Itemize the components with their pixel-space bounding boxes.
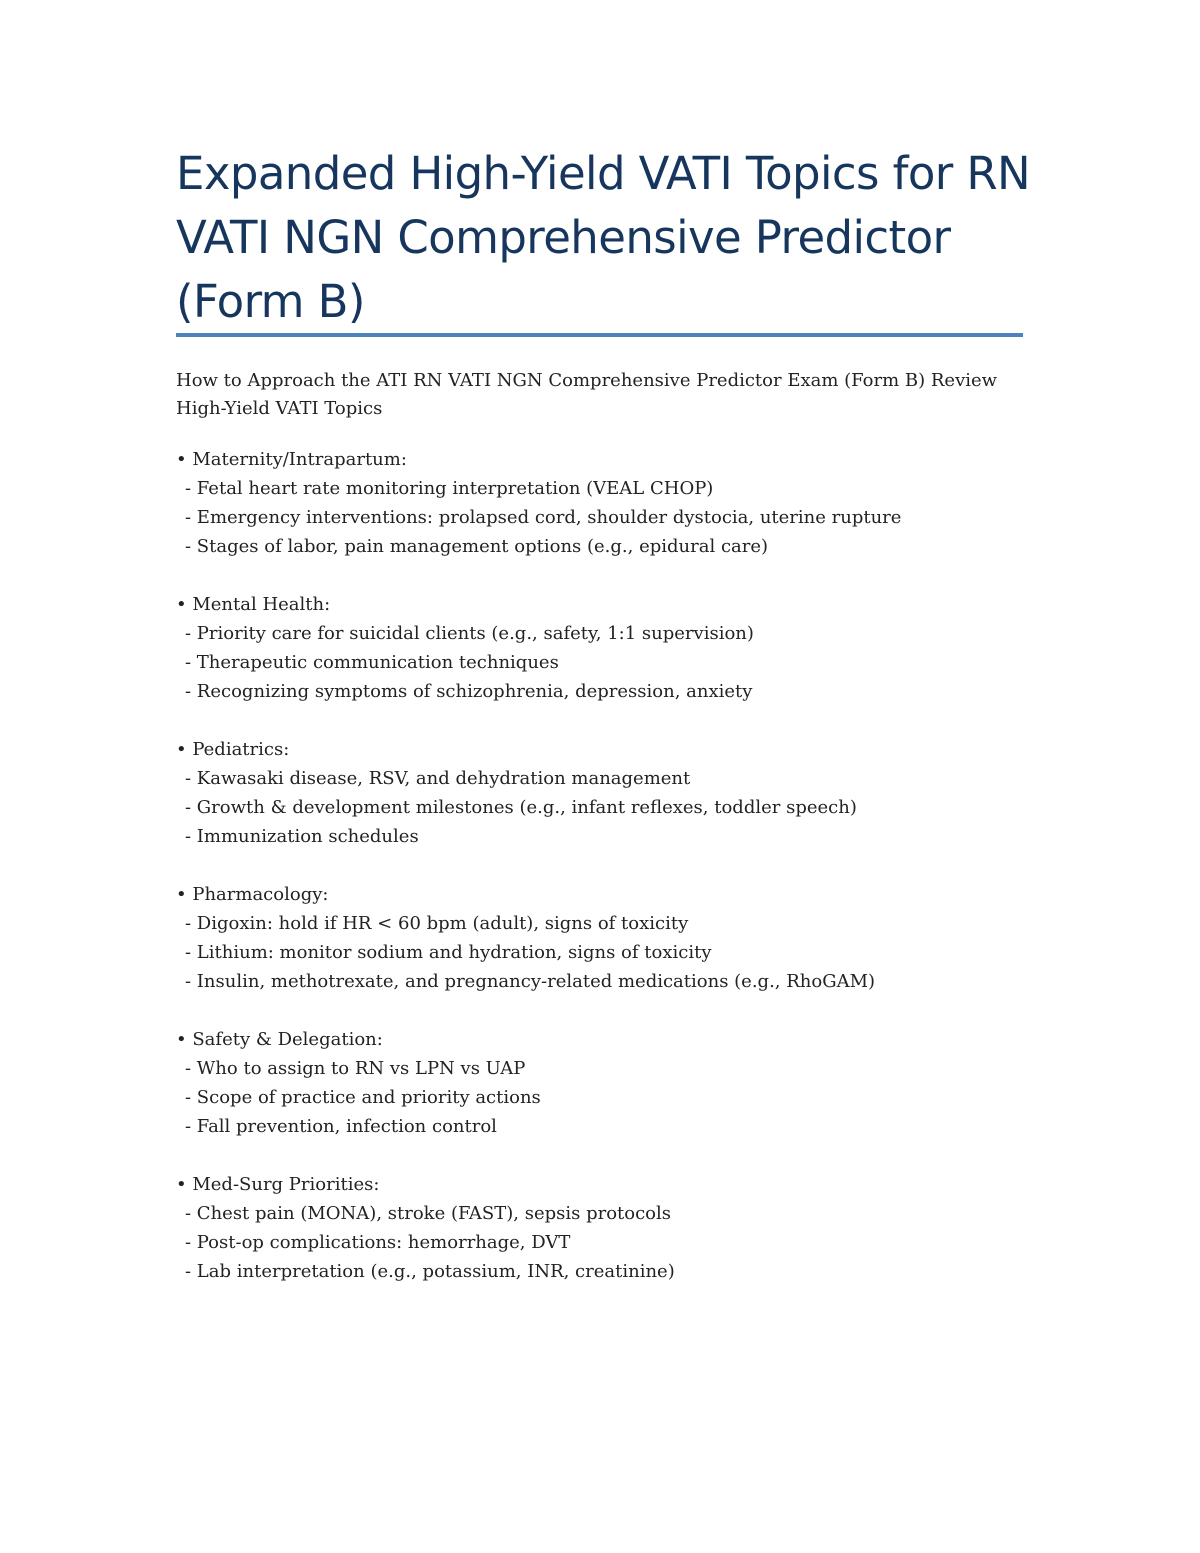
list-item: - Fall prevention, infection control — [185, 1116, 497, 1137]
title-line-2: VATI NGN Comprehensive Predictor — [176, 211, 951, 264]
section-med-surg — [176, 1170, 1036, 1286]
section-pharmacology — [176, 880, 1036, 996]
list-item: - Immunization schedules — [185, 826, 419, 847]
section-safety-delegation — [176, 1025, 1036, 1141]
list-item: - Insulin, methotrexate, and pregnancy-related medications (e.g., RhoGAM) — [185, 971, 876, 992]
document-body — [176, 367, 1036, 1315]
section-heading: • Mental Health: — [176, 594, 331, 615]
list-item: - Growth & development milestones (e.g., infant reflexes, toddler speech) — [185, 797, 857, 818]
section-heading: • Med-Surg Priorities: — [176, 1174, 380, 1195]
list-item: - Fetal heart rate monitoring interpretation (VEAL CHOP) — [185, 478, 714, 499]
document-title — [176, 142, 1031, 334]
list-item: - Digoxin: hold if HR < 60 bpm (adult), signs of toxicity — [185, 913, 689, 934]
list-item: - Emergency interventions: prolapsed cord, shoulder dystocia, uterine rupture — [185, 507, 902, 528]
intro-paragraph — [176, 367, 1036, 423]
title-line-1: Expanded High-Yield VATI Topics for RN — [176, 147, 1031, 200]
list-item: - Stages of labor, pain management options (e.g., epidural care) — [185, 536, 769, 557]
section-heading: • Safety & Delegation: — [176, 1029, 383, 1050]
list-item: - Post-op complications: hemorrhage, DVT — [185, 1232, 571, 1253]
list-item: - Chest pain (MONA), stroke (FAST), sepsis protocols — [185, 1203, 672, 1224]
list-item: - Therapeutic communication techniques — [185, 652, 559, 673]
section-heading: • Maternity/Intrapartum: — [176, 449, 407, 470]
list-item: - Recognizing symptoms of schizophrenia, depression, anxiety — [185, 681, 753, 702]
section-mental-health — [176, 590, 1036, 706]
title-line-3: (Form B) — [176, 275, 365, 328]
list-item: - Who to assign to RN vs LPN vs UAP — [185, 1058, 526, 1079]
intro-line-2: High-Yield VATI Topics — [176, 398, 383, 419]
intro-line-1: How to Approach the ATI RN VATI NGN Comprehensive Predictor Exam (Form B) Review — [176, 370, 998, 391]
section-pediatrics — [176, 735, 1036, 851]
list-item: - Kawasaki disease, RSV, and dehydration management — [185, 768, 691, 789]
section-maternity — [176, 445, 1036, 561]
section-heading: • Pharmacology: — [176, 884, 329, 905]
list-item: - Priority care for suicidal clients (e.g., safety, 1:1 supervision) — [185, 623, 754, 644]
list-item: - Lithium: monitor sodium and hydration, signs of toxicity — [185, 942, 712, 963]
list-item: - Scope of practice and priority actions — [185, 1087, 541, 1108]
title-underline-divider — [176, 333, 1023, 337]
section-heading: • Pediatrics: — [176, 739, 290, 760]
list-item: - Lab interpretation (e.g., potassium, INR, creatinine) — [185, 1261, 675, 1282]
